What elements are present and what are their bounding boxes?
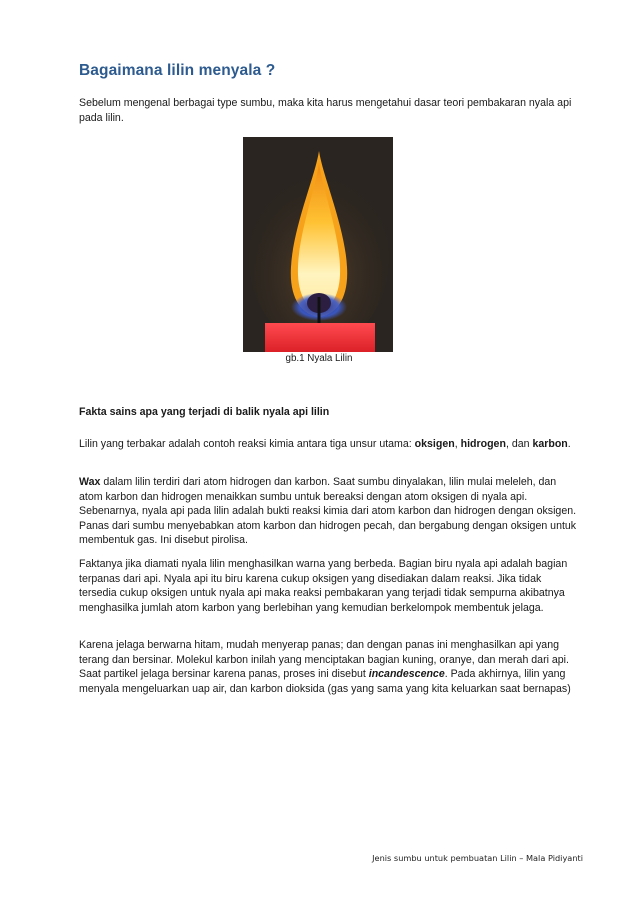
para1-sep1: , xyxy=(454,438,461,450)
para1-text: Lilin yang terbakar adalah contoh reaksi kimia antara tiga unsur utama: xyxy=(79,438,415,450)
section-heading: Fakta sains apa yang terjadi di balik nyala api lilin xyxy=(79,406,330,418)
para4-end: . Pada akhirnya, lilin yang menyala mengeluarkan uap air, dan karbon dioksida (gas yang sama yang kita keluarkan saat bernapas) xyxy=(79,668,571,695)
term-hidrogen: hidrogen xyxy=(460,438,506,450)
paragraph-flame-colors: Faktanya jika diamati nyala lilin menghasilkan warna yang berbeda. Bagian biru nyala api adalah bagian terpanas dari api. Nyala api itu biru karena cukup oksigen yang disediakan dalam reaksi. Jika tidak tersedia cukup oksigen untuk nyala api maka reaksi pembakaran yang terjadi tidak sempurna akibatnya menghasilka jumlah atom karbon yang berlebihan yang kemudian berkelompok membentuk jelaga. xyxy=(79,558,568,614)
page-footer: Jenis sumbu untuk pembuatan Lilin – Mala Pidiyanti xyxy=(372,853,583,863)
term-karbon: karbon xyxy=(532,438,568,450)
paragraph-incandescence xyxy=(79,638,579,696)
candle-flame-illustration xyxy=(243,137,393,352)
para2-text: dalam lilin terdiri dari atom hidrogen dan karbon. Saat sumbu dinyalakan, lilin mulai meleleh, dan atom karbon dan hidrogen menaikkan sumbu untuk bereaksi dengan atom oksigen di nyala api. Sebenarnya, nyala api pada lilin adalah bukti reaksi kimia dari atom karbon dan hidrogen dengan oksigen. Panas dari sumbu menyebabkan atom karbon dan hidrogen pecah, dan bergabung dengan oksigen untuk membentuk gas. Ini disebut pirolisa. xyxy=(79,476,577,547)
term-oksigen: oksigen xyxy=(414,438,455,450)
paragraph-elements xyxy=(79,437,579,452)
para1-sep2: , dan xyxy=(505,438,533,450)
intro-paragraph: Sebelum mengenal berbagai type sumbu, maka kita harus mengetahui dasar teori pembakaran nyala api pada lilin. xyxy=(79,97,572,124)
page-title: Bagaimana lilin menyala ? xyxy=(79,62,276,79)
term-wax: Wax xyxy=(79,476,101,488)
term-incandescence: incandescence xyxy=(368,668,445,681)
para4-text: Karena jelaga berwarna hitam, mudah menyerap panas; dan dengan panas ini menghasilkan api yang terang dan bersinar. Molekul karbon inilah yang menciptakan bagian kuning, oranye, dan merah dari api. Saat partikel jelaga bersinar karena panas, proses ini disebut xyxy=(79,639,569,681)
paragraph-wax xyxy=(79,475,579,548)
figure-caption: gb.1 Nyala Lilin xyxy=(285,353,353,364)
candle-flame-photo xyxy=(243,137,393,352)
para1-end: . xyxy=(567,438,571,450)
